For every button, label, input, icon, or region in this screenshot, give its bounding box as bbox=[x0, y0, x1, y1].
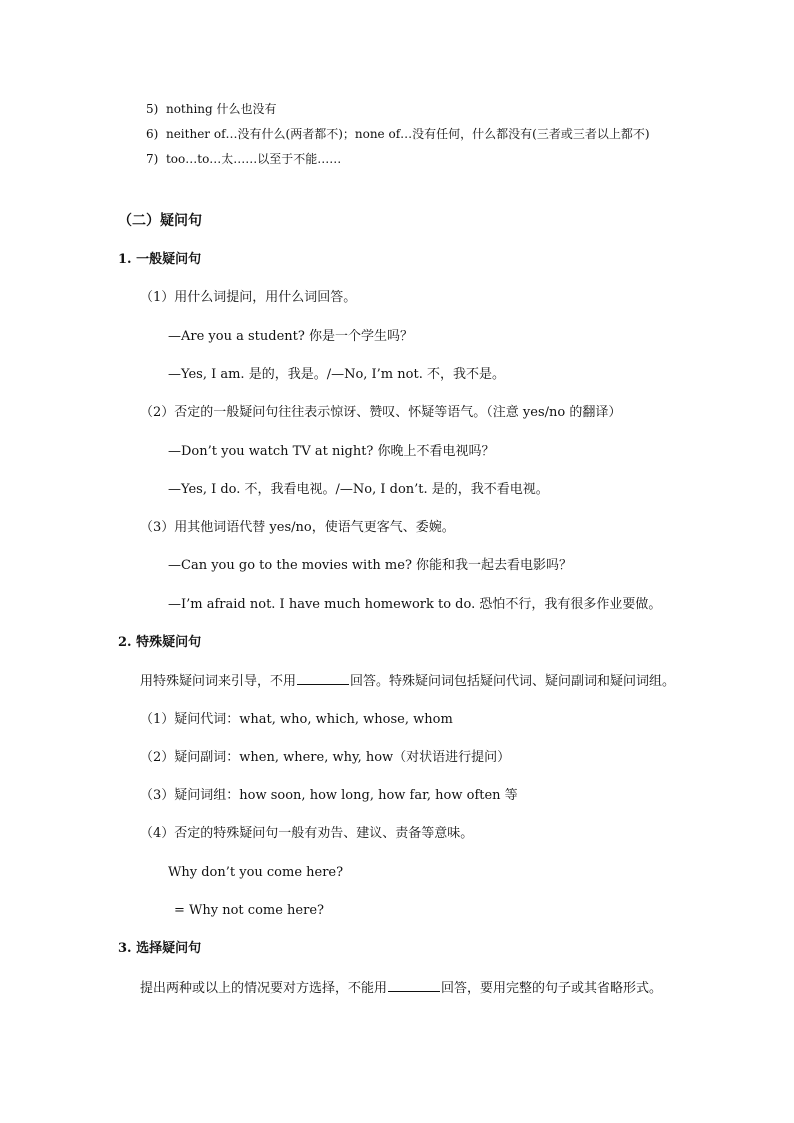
list-item: 6) neither of…没有什么(两者都不)；none of…没有任何，什么都没有(三者或三者以上都不) bbox=[146, 127, 650, 141]
example-line: —Yes, I do. 不，我看电视。/—No, I don’t. 是的，我不看电视。 bbox=[168, 482, 549, 497]
section-heading: （二）疑问句 bbox=[118, 213, 202, 229]
paragraph: （4）否定的特殊疑问句一般有劝告、建议、责备等意味。 bbox=[140, 826, 474, 841]
list-item: 5) nothing 什么也没有 bbox=[146, 102, 277, 116]
example-line: —Can you go to the movies with me? 你能和我一起去看电影吗？ bbox=[168, 558, 573, 573]
paragraph: （1）用什么词提问，用什么词回答。 bbox=[140, 290, 357, 305]
example-line: —Yes, I am. 是的，我是。/—No, I’m not. 不，我不是。 bbox=[168, 367, 505, 382]
paragraph: （2）否定的一般疑问句往往表示惊讶、赞叹、怀疑等语气。（注意 yes/no 的翻译） bbox=[140, 405, 622, 420]
subheading: 2. 特殊疑问句 bbox=[118, 635, 202, 650]
answer-blank bbox=[388, 979, 440, 992]
subheading: 1. 一般疑问句 bbox=[118, 252, 202, 267]
example-line: = Why not come here? bbox=[174, 903, 324, 918]
paragraph: 用特殊疑问词来引导，不用 回答。特殊疑问词包括疑问代词、疑问副词和疑问词组。 bbox=[140, 674, 676, 689]
paragraph: （1）疑问代词：what, who, which, whose, whom bbox=[140, 712, 453, 727]
answer-blank bbox=[297, 672, 349, 685]
paragraph: （3）用其他词语代替 yes/no，使语气更客气、委婉。 bbox=[140, 520, 455, 535]
paragraph: （2）疑问副词：when, where, why, how（对状语进行提问） bbox=[140, 750, 511, 765]
list-item: 7) too…to…太……以至于不能…… bbox=[146, 152, 342, 166]
example-line: —Don’t you watch TV at night? 你晚上不看电视吗？ bbox=[168, 444, 495, 459]
example-line: —I’m afraid not. I have much homework to do. 恐怕不行，我有很多作业要做。 bbox=[168, 597, 662, 612]
example-line: —Are you a student? 你是一个学生吗？ bbox=[168, 329, 413, 344]
example-line: Why don’t you come here? bbox=[168, 865, 344, 880]
paragraph: （3）疑问词组：how soon, how long, how far, how often 等 bbox=[140, 788, 518, 803]
subheading: 3. 选择疑问句 bbox=[118, 941, 202, 956]
paragraph: 提出两种或以上的情况要对方选择，不能用 回答，要用完整的句子或其省略形式。 bbox=[140, 981, 663, 996]
